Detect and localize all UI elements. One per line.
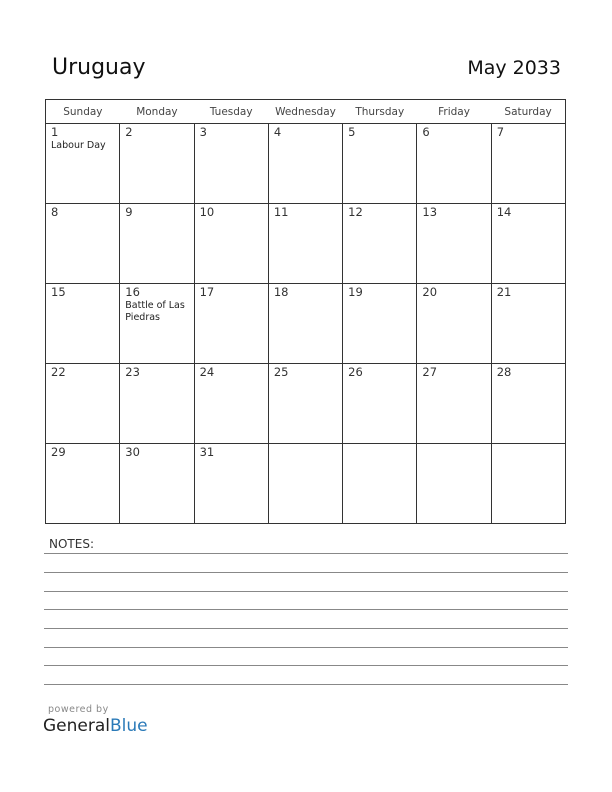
calendar-day-cell[interactable]	[417, 364, 491, 444]
day-number: 18	[273, 285, 289, 299]
calendar-day-cell[interactable]	[417, 124, 491, 204]
weekday-header: Friday	[417, 100, 491, 124]
calendar-day-cell[interactable]	[491, 204, 565, 284]
calendar-day-cell[interactable]	[268, 444, 342, 524]
calendar-day-cell[interactable]	[120, 364, 194, 444]
calendar-day-cell[interactable]	[417, 204, 491, 284]
notes-label: NOTES:	[49, 537, 94, 551]
holiday-label: Labour Day	[51, 140, 106, 151]
day-number: 16	[125, 285, 140, 299]
calendar-day-cell[interactable]	[343, 364, 417, 444]
note-line	[44, 591, 568, 592]
weekday-header-row	[46, 100, 566, 124]
day-number: 22	[51, 365, 66, 379]
day-number: 13	[422, 205, 438, 219]
day-number: 30	[125, 445, 140, 459]
day-number: 26	[348, 365, 363, 379]
note-line	[44, 665, 568, 666]
calendar-week-row	[46, 204, 566, 284]
weekday-header: Saturday	[491, 100, 565, 124]
day-number: 23	[125, 365, 140, 379]
day-number: 12	[348, 205, 363, 219]
day-number: 27	[422, 365, 438, 379]
calendar-day-cell[interactable]	[491, 124, 565, 204]
day-number: 14	[496, 205, 512, 219]
weekday-header: Wednesday	[268, 100, 342, 124]
calendar-day-cell[interactable]	[120, 204, 194, 284]
calendar-day-cell[interactable]	[343, 444, 417, 524]
day-number: 8	[51, 205, 59, 219]
day-number: 9	[125, 205, 133, 219]
holiday-label: Battle of Las Piedras	[125, 300, 185, 323]
day-number: 31	[199, 445, 215, 459]
calendar-week-row	[46, 284, 566, 364]
day-number: 20	[422, 285, 438, 299]
generalblue-logo[interactable]	[43, 716, 148, 736]
day-number: 24	[199, 365, 215, 379]
calendar-day-cell[interactable]	[491, 284, 565, 364]
calendar-day-cell[interactable]	[46, 364, 120, 444]
calendar-day-cell[interactable]	[194, 124, 268, 204]
calendar-month-year: May 2033	[467, 57, 561, 79]
day-number: 21	[496, 285, 512, 299]
day-number: 2	[125, 125, 133, 139]
day-number: 4	[273, 125, 282, 139]
calendar-day-cell[interactable]	[46, 124, 120, 204]
calendar-day-cell[interactable]	[268, 124, 342, 204]
brand-blue: Blue	[110, 716, 148, 736]
calendar-day-cell[interactable]	[46, 444, 120, 524]
calendar-day-cell[interactable]	[194, 364, 268, 444]
calendar-day-cell[interactable]	[120, 444, 194, 524]
calendar-grid	[45, 99, 566, 524]
calendar-day-cell[interactable]	[46, 204, 120, 284]
day-number: 28	[496, 365, 512, 379]
calendar-day-cell[interactable]	[491, 364, 565, 444]
calendar-week-row	[46, 444, 566, 524]
powered-by-text: powered by	[48, 704, 109, 715]
weekday-header: Sunday	[46, 100, 120, 124]
calendar-day-cell[interactable]	[491, 444, 565, 524]
calendar-day-cell[interactable]	[343, 204, 417, 284]
calendar-day-cell[interactable]	[194, 284, 268, 364]
day-number: 15	[51, 285, 66, 299]
day-number: 6	[422, 125, 430, 139]
weekday-header: Thursday	[343, 100, 417, 124]
calendar-day-cell[interactable]	[268, 284, 342, 364]
note-line	[44, 628, 568, 629]
day-number: 1	[51, 125, 59, 139]
weekday-header: Monday	[120, 100, 194, 124]
note-line	[44, 572, 568, 573]
day-number: 3	[199, 125, 207, 139]
calendar-day-cell[interactable]	[268, 364, 342, 444]
day-number: 7	[496, 125, 505, 139]
day-number: 17	[199, 285, 215, 299]
calendar-country-title: Uruguay	[52, 55, 146, 80]
calendar-day-cell[interactable]	[417, 444, 491, 524]
calendar-day-cell[interactable]	[194, 444, 268, 524]
day-number: 10	[199, 205, 215, 219]
calendar-week-row	[46, 124, 566, 204]
calendar-day-cell[interactable]	[120, 124, 194, 204]
note-line	[44, 609, 568, 610]
calendar-day-cell[interactable]	[120, 284, 194, 364]
day-number: 25	[273, 365, 289, 379]
weekday-header: Tuesday	[194, 100, 268, 124]
note-line	[44, 553, 568, 554]
note-line	[44, 684, 568, 685]
day-number: 29	[51, 445, 66, 459]
calendar-day-cell[interactable]	[343, 124, 417, 204]
calendar-day-cell[interactable]	[46, 284, 120, 364]
calendar-day-cell[interactable]	[417, 284, 491, 364]
day-number: 11	[273, 205, 289, 219]
calendar-day-cell[interactable]	[343, 284, 417, 364]
note-line	[44, 647, 568, 648]
calendar-day-cell[interactable]	[194, 204, 268, 284]
calendar-week-row	[46, 364, 566, 444]
calendar-day-cell[interactable]	[268, 204, 342, 284]
day-number: 5	[348, 125, 356, 139]
day-number: 19	[348, 285, 363, 299]
brand-general: General	[43, 716, 110, 736]
